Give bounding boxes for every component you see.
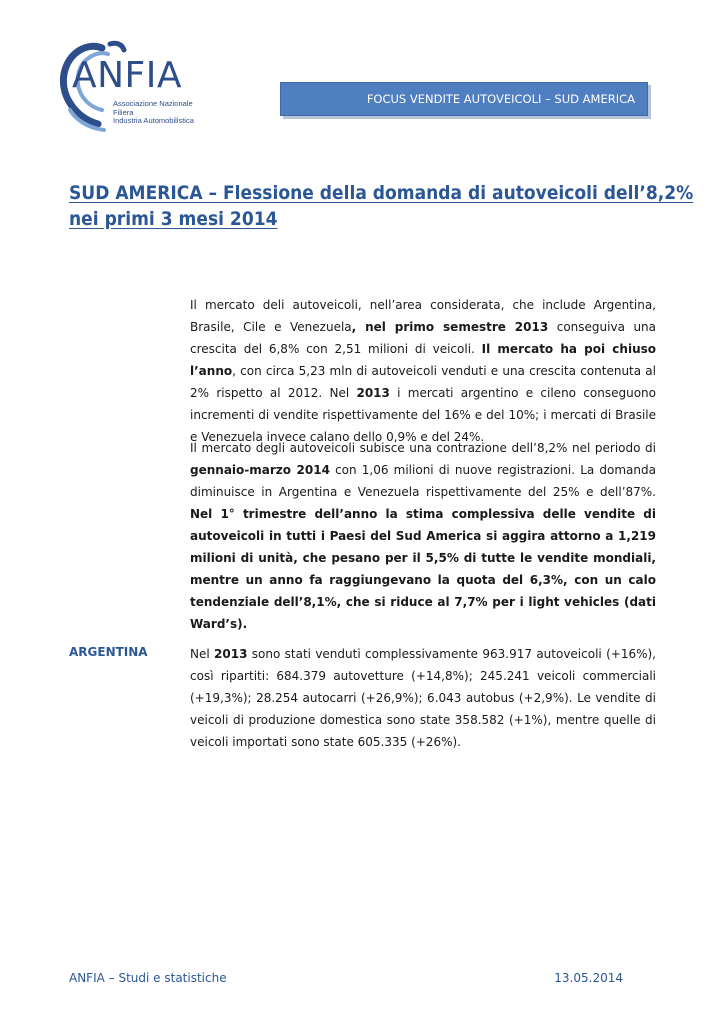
title-line: SUD AMERICA – Flessione della domanda di autoveicoli dell’8,2% <box>69 182 694 204</box>
section-label-argentina: ARGENTINA <box>69 645 148 659</box>
paragraph-q1-2014 <box>190 437 656 635</box>
logo-subtitle <box>113 100 213 126</box>
text-run: Il mercato degli autoveicoli subisce una contrazione dell’8,2% nel periodo di <box>190 441 656 455</box>
text-run: i mercati argentino e cileno conseguono incrementi di vendite rispettivamente del 16% e del 10%; i mercati di Brasile e Venezuela invece calano dello 0,9% e del 24%. <box>190 386 656 444</box>
title-line: nei primi 3 mesi 2014 <box>69 208 278 230</box>
page-title <box>69 180 694 232</box>
section-banner <box>280 82 648 116</box>
footer-date: 13.05.2014 <box>554 971 623 985</box>
paragraph-market-overview <box>190 294 656 448</box>
text-run: Nel <box>190 647 215 661</box>
footer-source: ANFIA – Studi e statistiche <box>69 971 227 985</box>
banner-text: FOCUS VENDITE AUTOVEICOLI – SUD AMERICA <box>366 92 635 106</box>
text-run: con 1,06 milioni di nuove registrazioni. La domanda diminuisce in Argentina e Venezuela rispettivamente del 25% e dell’87%. <box>190 463 656 499</box>
bold-run: , nel primo semestre 2013 <box>351 320 549 334</box>
bold-run: gennaio-marzo 2014 <box>190 463 330 477</box>
bold-run: Nel 1° trimestre dell’anno la stima complessiva delle vendite di autoveicoli in tutti i Paesi del Sud America si aggira attorno a 1,219 milioni di unità, che pesano per il 5,5% di tutte le vendite mondiali, mentre un anno fa raggiungevano la quota del 6,3%, con un calo tendenziale dell’8,1%, che si riduce al 7,7% per i light vehicles (dati Ward’s). <box>190 507 656 631</box>
text-run: conseguiva una crescita del 6,8% con 2,51 milioni di veicoli. <box>190 320 657 356</box>
logo-sub-line: Industria Automobilistica <box>113 116 194 125</box>
logo-sub-line: Filiera <box>113 107 134 117</box>
text-run: , con circa 5,23 mln di autoveicoli venduti e una crescita contenuta al 2% rispetto al 2012. Nel <box>190 364 656 400</box>
paragraph-argentina <box>190 643 656 753</box>
bold-run: Il mercato ha poi chiuso l’anno <box>190 342 657 378</box>
text-run: sono stati venduti complessivamente 963.917 autoveicoli (+16%), così ripartiti: 684.379 autovetture (+14,8%); 245.241 veicoli commerciali (+19,3%); 28.254 autocarri (+26,9%); 6.043 autobus (+2,9%). Le vendite di veicoli di produzione domestica sono state 358.582 (+1%), mentre quelle di veicoli importati sono state 605.335 (+26%). <box>190 647 656 749</box>
text-run: Il mercato deli autoveicoli, nell’area considerata, che include Argentina, Brasile, Cile e Venezuela <box>190 298 656 334</box>
logo-sub-line: Associazione Nazionale <box>113 99 193 108</box>
bold-run: 2013 <box>356 386 390 400</box>
bold-run: 2013 <box>214 647 248 661</box>
logo-word: ANFIA <box>72 55 183 96</box>
